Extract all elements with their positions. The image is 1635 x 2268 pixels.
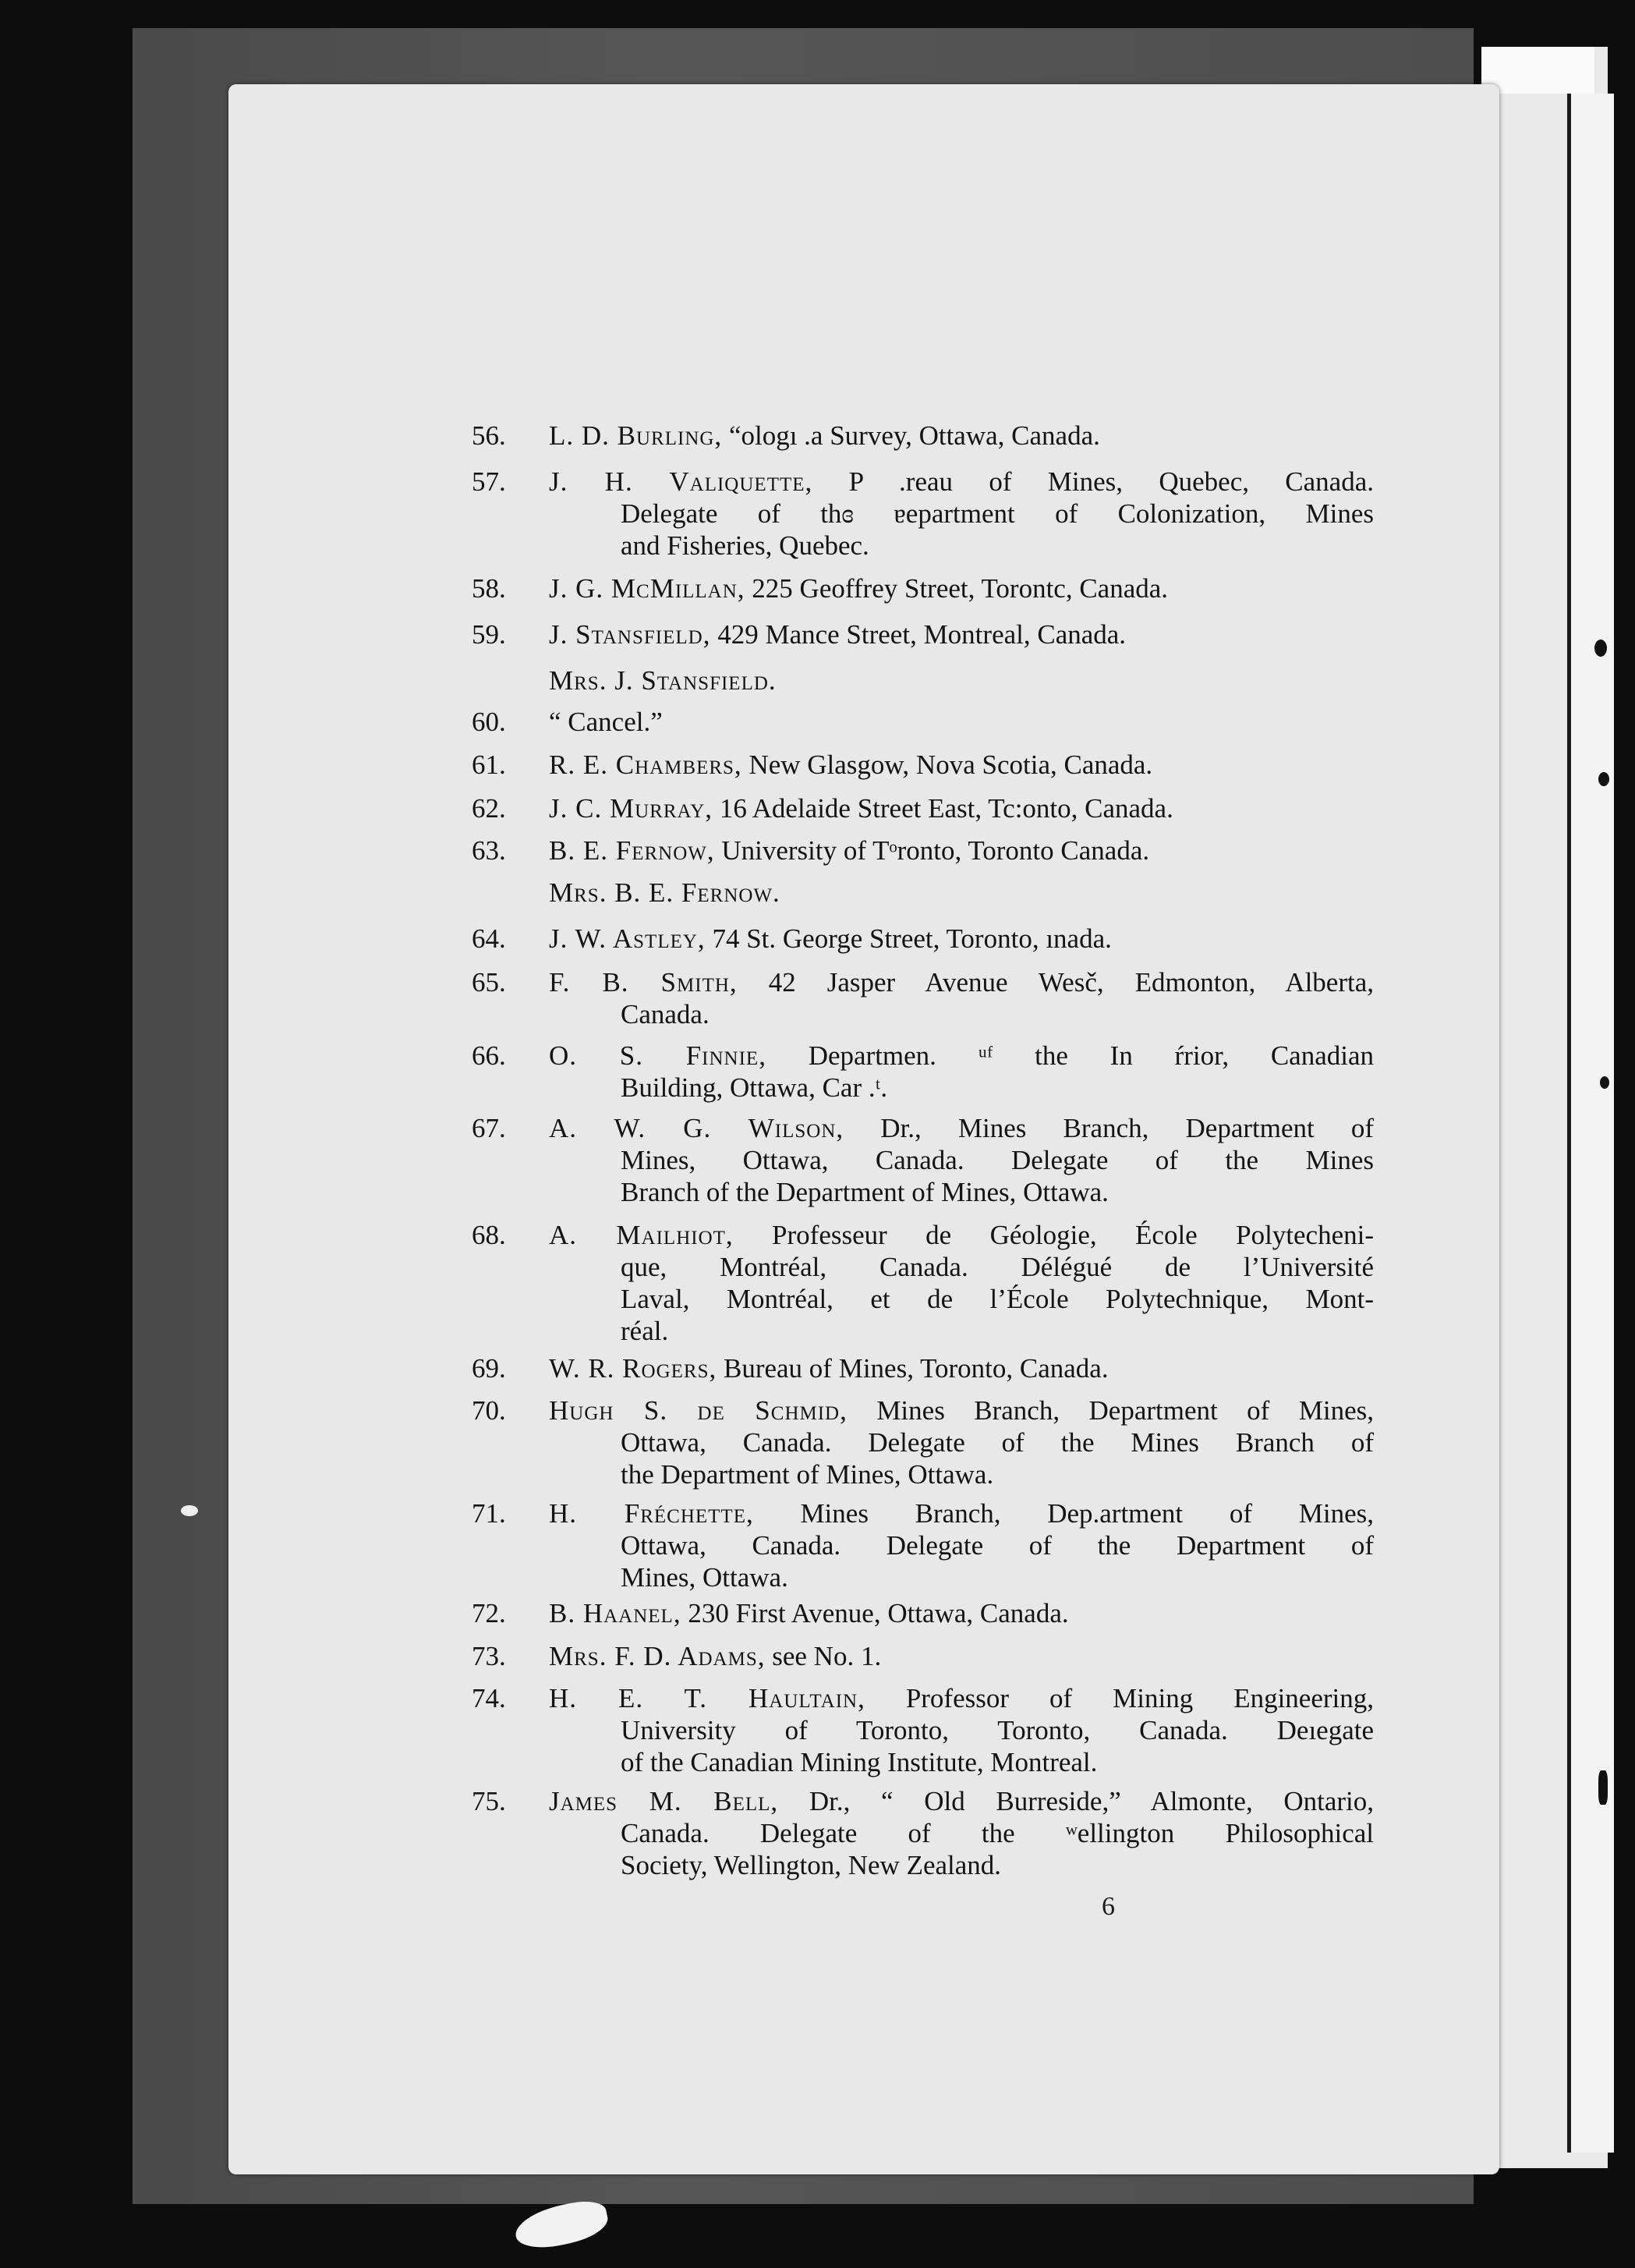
entry-number: 75. [472,1786,506,1816]
entry-first-line [549,749,1374,781]
entry-number: 58. [472,573,506,604]
entry-number: 62. [472,793,506,824]
entry-number: 65. [472,967,506,998]
entry-continuation-line: Society, Wellington, New Zealand. [621,1850,1002,1880]
scan-speck [1594,640,1607,657]
entry-number: 68. [472,1220,506,1250]
entry-text [549,1219,1374,1347]
entry-first-line [549,792,1374,824]
entry-first-line [549,466,1374,498]
member-address: 429 Mance Street, Montreal, Canada. [717,619,1127,650]
scan-background-right-strip [1567,94,1614,2153]
member-name: Mrs. B. E. Fernow. [549,877,780,908]
entry-text [549,1040,1374,1104]
entry-continuation-line: the Department of Mines, Ottawa. [621,1459,994,1490]
member-name: James M. Bell, [549,1786,779,1816]
entry-text [549,706,1374,738]
member-address: 16 Adelaide Street East, Tc:onto, Canada. [719,793,1173,824]
entry-first-line [549,572,1374,604]
member-address: Dr., “ Old Burreside,” Almonte, Ontario, [809,1786,1375,1816]
entry-text [549,1352,1374,1384]
entry-text [549,664,1374,696]
scan-speck [1598,1770,1608,1805]
entry-text [549,1597,1374,1629]
entry-first-line [549,618,1374,650]
scan-speck [1598,772,1609,786]
entry-first-line [549,923,1374,955]
entry-continuation-line: Mines, Ottawa, Canada. Delegate of the Mines [621,1145,1374,1175]
entry-number: 57. [472,466,506,497]
entry-text [549,1682,1374,1778]
member-name: J. C. Murray, [549,793,713,824]
entry-text [549,877,1374,909]
entry-number: 67. [472,1113,506,1143]
member-address: Bureau of Mines, Toronto, Canada. [723,1353,1109,1384]
entry-text [549,618,1374,650]
entry-first-line [549,1682,1374,1714]
member-address: Mines Branch, Dep.artment of Mines, [800,1498,1374,1529]
entry-first-line [549,1597,1374,1629]
entry-text [549,923,1374,955]
entry-number: 71. [472,1498,506,1529]
member-address: P .reau of Mines, Quebec, Canada. [848,466,1375,497]
entry-text [549,749,1374,781]
entry-number: 70. [472,1395,506,1426]
entry-continuation-line: Ottawa, Canada. Delegate of the Mines Branch of [621,1427,1374,1458]
entry-first-line [549,1112,1374,1144]
member-name: J. W. Astley, [549,923,706,954]
entry-first-line [549,1352,1374,1384]
entry-number: 56. [472,420,506,451]
entry-first-line [549,1640,1374,1672]
member-address: “ Cancel.” [549,707,663,737]
entry-number: 74. [472,1683,506,1713]
entry-first-line [549,1394,1374,1426]
member-name: B. E. Fernow, [549,835,715,866]
member-address: 74 St. George Street, Toronto, ınada. [712,923,1112,954]
entry-number: 64. [472,923,506,954]
document-page [228,84,1499,2174]
entry-first-line [549,664,1374,696]
member-name: J. Stansfield, [549,619,711,650]
entry-first-line [549,1785,1374,1817]
member-name: O. S. Finnie, [549,1040,766,1071]
scan-speck [181,1505,198,1516]
entry-continuation-line: réal. [621,1316,669,1346]
entry-continuation-line: Laval, Montréal, et de l’École Polytechnique, Mont- [621,1284,1374,1314]
member-address: Mines Branch, Department of Mines, [876,1395,1375,1426]
entry-number: 59. [472,619,506,650]
entry-first-line [549,1040,1374,1072]
member-address: 225 Geoffrey Street, Torontc, Canada. [752,573,1169,604]
entry-continuation-line: Mines, Ottawa. [621,1562,788,1593]
entry-continuation-line: and Fisheries, Quebec. [621,530,869,561]
entry-continuation-line: Branch of the Department of Mines, Ottawa. [621,1177,1109,1207]
member-address: Departmen. ᵘᶠ the In ŕrior, Canadian [808,1040,1374,1071]
entry-number: 60. [472,707,506,737]
entry-number: 61. [472,750,506,780]
entry-number: 66. [472,1040,506,1071]
member-name: A. W. G. Wilson, [549,1113,844,1143]
entry-first-line [549,835,1374,866]
scan-smudge [511,2196,611,2254]
entry-text [549,792,1374,824]
entry-number: 73. [472,1641,506,1671]
entry-first-line [549,1219,1374,1251]
member-name: A. Mailhiot, [549,1220,734,1250]
entry-first-line [549,966,1374,998]
entry-text [549,1785,1374,1881]
entry-text [549,1640,1374,1672]
entry-continuation-line: Canada. [621,999,710,1029]
member-address: Dr., Mines Branch, Department of [880,1113,1375,1143]
entry-continuation-line: Delegate of thɞ ɐepartment of Colonization, Mines [621,498,1374,529]
member-list [228,84,1499,2174]
member-address: “ologı .a Survey, Ottawa, Canada. [728,420,1100,451]
member-name: W. R. Rogers, [549,1353,717,1384]
entry-number: 63. [472,835,506,866]
entry-first-line [549,706,1374,738]
member-name: Mrs. F. D. Adams, [549,1641,766,1671]
entry-continuation-line: University of Toronto, Toronto, Canada. Deıegate [621,1715,1374,1745]
entry-text [549,1112,1374,1208]
entry-continuation-line: Ottawa, Canada. Delegate of the Department of [621,1530,1374,1561]
entry-number: 72. [472,1598,506,1628]
member-name: Hugh S. de Schmid, [549,1395,848,1426]
page-number: 6 [1102,1892,1115,1921]
entry-continuation-line: que, Montréal, Canada. Délégué de l’Université [621,1252,1374,1282]
member-address: Professeur de Géologie, École Polytecheni- [772,1220,1374,1250]
member-address: New Glasgow, Nova Scotia, Canada. [748,750,1153,780]
entry-text [549,420,1374,452]
member-name: J. H. Valiquette, [549,466,813,497]
member-name: R. E. Chambers, [549,750,742,780]
member-name: F. B. Smith, [549,967,738,998]
entry-first-line [549,1497,1374,1529]
entry-continuation-line: Building, Ottawa, Car .ᵗ. [621,1072,888,1103]
entry-text [549,966,1374,1030]
member-name: Mrs. J. Stansfield. [549,665,777,696]
member-name: J. G. McMillan, [549,573,745,604]
member-address: Professor of Mining Engineering, [905,1683,1374,1713]
entry-text [549,466,1374,562]
entry-text [549,1497,1374,1593]
member-name: H. E. T. Haultain, [549,1683,865,1713]
entry-text [549,835,1374,866]
member-address: University of Tᵒronto, Toronto Canada. [721,835,1150,866]
entry-continuation-line: Canada. Delegate of the ʷellington Philosophical [621,1818,1374,1848]
member-name: B. Haanel, [549,1598,681,1628]
member-name: H. Fréchette, [549,1498,754,1529]
scan-speck [1600,1076,1609,1089]
member-address: 42 Jasper Avenue Wesč, Edmonton, Alberta, [768,967,1375,998]
entry-continuation-line: of the Canadian Mining Institute, Montreal. [621,1747,1098,1777]
entry-number: 69. [472,1353,506,1384]
entry-text [549,1394,1374,1490]
member-address: see No. 1. [772,1641,882,1671]
entry-text [549,572,1374,604]
entry-first-line [549,877,1374,909]
entry-first-line [549,420,1374,452]
member-address: 230 First Avenue, Ottawa, Canada. [688,1598,1069,1628]
member-name: L. D. Burling, [549,420,723,451]
